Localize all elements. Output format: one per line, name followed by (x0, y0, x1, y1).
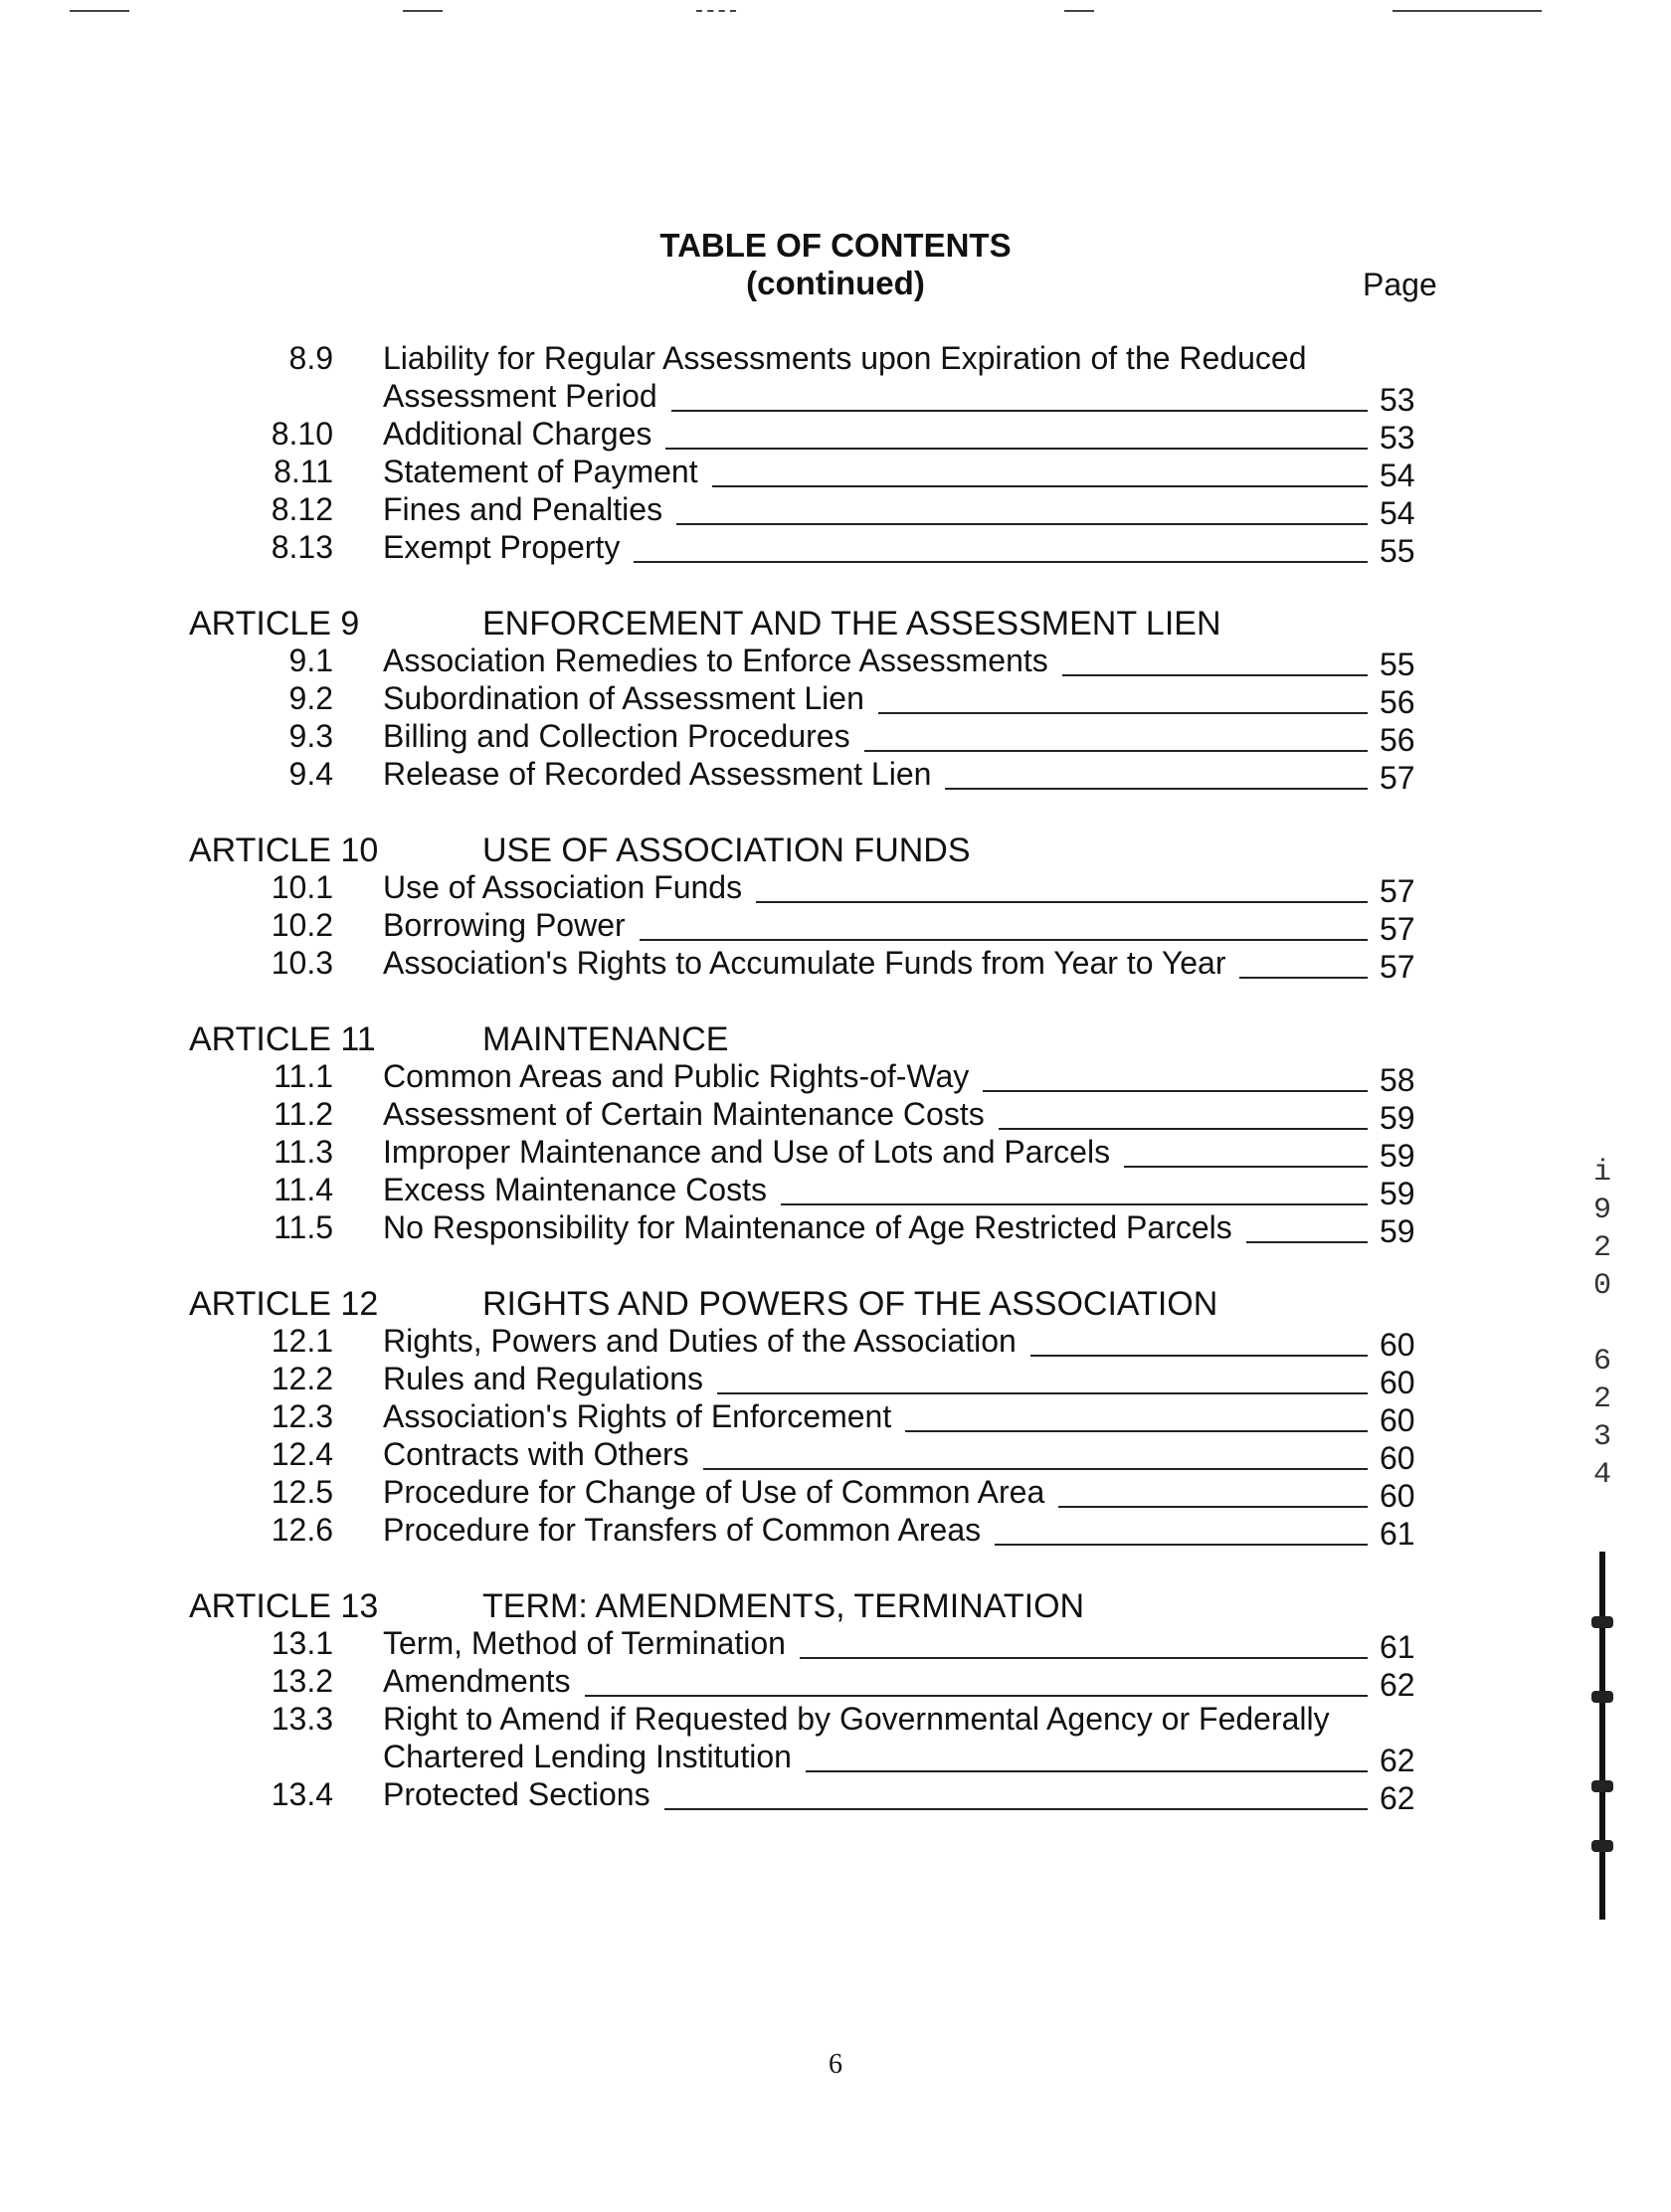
section-title: Liability for Regular Assessments upon Expiration of the Reduced (383, 340, 1307, 376)
article-heading: TERM: AMENDMENTS, TERMINATION (482, 1587, 1085, 1625)
section-title: Statement of Payment (383, 454, 698, 489)
dot-leader (717, 1392, 1368, 1394)
dot-leader (806, 1770, 1368, 1772)
section-number: 13.3 (271, 1701, 333, 1737)
dot-leader (712, 485, 1368, 487)
page-ref: 60 (1380, 1440, 1415, 1476)
toc-entry (0, 1625, 1671, 1663)
page-ref: 56 (1380, 684, 1415, 720)
dot-leader (1030, 1355, 1368, 1357)
toc-entry (0, 1096, 1671, 1134)
section-title: Association's Rights of Enforcement (383, 1398, 892, 1434)
dot-leader (671, 410, 1368, 412)
stamp-char: 3 (1592, 1420, 1611, 1454)
article-number: ARTICLE 10 (189, 831, 379, 869)
toc-entry (0, 1361, 1671, 1398)
dot-leader (1239, 977, 1368, 979)
toc-entry (0, 1512, 1671, 1550)
toc-entry (0, 1134, 1671, 1172)
dot-leader (905, 1430, 1368, 1432)
section-title: Rights, Powers and Duties of the Association (383, 1323, 1017, 1359)
page-ref: 60 (1380, 1478, 1415, 1514)
section-title: Procedure for Transfers of Common Areas (383, 1512, 982, 1548)
page-ref: 62 (1380, 1780, 1415, 1816)
section-number: 12.4 (271, 1436, 333, 1472)
page-ref: 59 (1380, 1176, 1415, 1211)
toc-entry (0, 1398, 1671, 1436)
stamp-char: 2 (1592, 1231, 1611, 1265)
stamp-char: 0 (1592, 1269, 1611, 1303)
dot-leader (634, 561, 1368, 563)
section-number: 8.12 (271, 491, 333, 527)
section-number: 10.2 (271, 907, 333, 943)
toc-entry (0, 454, 1671, 491)
toc-entry (0, 491, 1671, 529)
page-ref: 53 (1380, 420, 1415, 456)
page-ref: 55 (1380, 533, 1415, 569)
section-number: 11.1 (274, 1058, 333, 1094)
section-title: Use of Association Funds (383, 869, 743, 905)
page-ref: 61 (1380, 1516, 1415, 1552)
scan-top-marks (0, 0, 1671, 20)
section-title: Chartered Lending Institution (383, 1739, 792, 1774)
page-ref: 62 (1380, 1743, 1415, 1778)
toc-entry (0, 1663, 1671, 1701)
dot-leader (983, 1090, 1368, 1092)
page-ref: 60 (1380, 1402, 1415, 1438)
section-number: 10.3 (271, 945, 333, 981)
section-number: 13.1 (271, 1625, 333, 1661)
article-number: ARTICLE 9 (189, 605, 360, 643)
binding-mark (1599, 1552, 1605, 1920)
section-number: 12.5 (271, 1474, 333, 1510)
section-title: Procedure for Change of Use of Common Area (383, 1474, 1045, 1510)
stamp-char: i (1592, 1156, 1611, 1190)
section-number: 11.3 (274, 1134, 333, 1170)
toc-entry (0, 1776, 1671, 1814)
section-title: Common Areas and Public Rights-of-Way (383, 1058, 970, 1094)
toc-entry (0, 529, 1671, 567)
dot-leader (703, 1468, 1368, 1470)
section-number: 9.2 (288, 680, 333, 716)
dot-leader (676, 523, 1368, 525)
stamp-char: 9 (1592, 1194, 1611, 1227)
section-title: Assessment Period (383, 378, 657, 414)
section-title: Improper Maintenance and Use of Lots and Parcels (383, 1134, 1111, 1170)
section-number: 12.6 (271, 1512, 333, 1548)
dot-leader (995, 1544, 1368, 1546)
section-title: Additional Charges (383, 416, 652, 452)
stamp-char: 4 (1592, 1458, 1611, 1492)
section-title: Right to Amend if Requested by Governmental Agency or Federally (383, 1701, 1330, 1737)
dot-leader (1246, 1241, 1368, 1243)
toc-entry (0, 1058, 1671, 1096)
page-ref: 57 (1380, 949, 1415, 985)
dot-leader (756, 901, 1368, 903)
dot-leader (640, 939, 1368, 941)
page-ref: 54 (1380, 458, 1415, 493)
toc-entry (0, 1209, 1671, 1247)
toc-entry (0, 643, 1671, 680)
toc-entry (0, 416, 1671, 454)
dot-leader (1124, 1166, 1368, 1168)
section-number: 11.4 (274, 1172, 333, 1207)
dot-leader (864, 750, 1368, 752)
page-ref: 55 (1380, 646, 1415, 682)
dot-leader (999, 1128, 1368, 1130)
toc-entry (0, 945, 1671, 983)
page-ref: 61 (1380, 1629, 1415, 1665)
toc-entry (0, 1436, 1671, 1474)
section-title: Billing and Collection Procedures (383, 718, 850, 754)
section-title: Contracts with Others (383, 1436, 689, 1472)
toc-entry (0, 1474, 1671, 1512)
section-number: 8.11 (274, 454, 333, 489)
section-number: 9.4 (288, 756, 333, 792)
section-number: 8.13 (271, 529, 333, 565)
section-number: 11.2 (274, 1096, 333, 1132)
section-title: Term, Method of Termination (383, 1625, 786, 1661)
page-ref: 54 (1380, 495, 1415, 531)
page-ref: 59 (1380, 1100, 1415, 1136)
stamp-char (1587, 1305, 1617, 1343)
page-number: 6 (829, 2049, 842, 2080)
section-number: 9.1 (288, 643, 333, 678)
section-title: Rules and Regulations (383, 1361, 703, 1396)
article-number: ARTICLE 11 (189, 1020, 376, 1058)
toc-entry (0, 756, 1671, 794)
dot-leader (878, 712, 1368, 714)
page-ref: 59 (1380, 1213, 1415, 1249)
toc-subtitle: (continued) (746, 265, 925, 301)
toc-entry (0, 907, 1671, 945)
page-ref: 60 (1380, 1365, 1415, 1400)
section-title: Association Remedies to Enforce Assessments (383, 643, 1048, 678)
section-title: Fines and Penalties (383, 491, 663, 527)
article-heading: USE OF ASSOCIATION FUNDS (482, 831, 971, 869)
page-ref: 57 (1380, 873, 1415, 909)
toc-entry (0, 1323, 1671, 1361)
section-title: Association's Rights to Accumulate Funds from Year to Year (383, 945, 1226, 981)
page-ref: 53 (1380, 382, 1415, 418)
margin-stamp (1587, 1154, 1617, 1494)
section-number: 12.3 (271, 1398, 333, 1434)
page-column-label: Page (1363, 267, 1437, 302)
dot-leader (1058, 1506, 1368, 1508)
page-ref: 60 (1380, 1327, 1415, 1363)
dot-leader (945, 788, 1368, 790)
section-title: Release of Recorded Assessment Lien (383, 756, 932, 792)
dot-leader (800, 1657, 1368, 1659)
section-title: Amendments (383, 1663, 571, 1699)
section-number: 8.9 (288, 340, 333, 376)
section-title: Protected Sections (383, 1776, 650, 1812)
section-number: 12.1 (271, 1323, 333, 1359)
stamp-char: 6 (1592, 1345, 1611, 1379)
page-ref: 62 (1380, 1667, 1415, 1703)
section-title: Assessment of Certain Maintenance Costs (383, 1096, 985, 1132)
page-ref: 59 (1380, 1138, 1415, 1174)
page-ref: 57 (1380, 760, 1415, 796)
toc-entry (0, 1172, 1671, 1209)
page-ref: 57 (1380, 911, 1415, 947)
article-heading: RIGHTS AND POWERS OF THE ASSOCIATION (482, 1285, 1218, 1323)
toc-title: TABLE OF CONTENTS (659, 227, 1012, 264)
section-title: No Responsibility for Maintenance of Age Restricted Parcels (383, 1209, 1232, 1245)
toc-entry (0, 680, 1671, 718)
section-title: Borrowing Power (383, 907, 626, 943)
section-number: 13.2 (271, 1663, 333, 1699)
section-title: Excess Maintenance Costs (383, 1172, 767, 1207)
dot-leader (665, 448, 1368, 450)
article-number: ARTICLE 13 (189, 1587, 379, 1625)
article-number: ARTICLE 12 (189, 1285, 379, 1323)
dot-leader (585, 1695, 1368, 1697)
toc-entry (0, 1701, 1671, 1776)
section-number: 10.1 (271, 869, 333, 905)
toc-entry (0, 869, 1671, 907)
stamp-char: 2 (1592, 1382, 1611, 1416)
section-number: 11.5 (274, 1209, 333, 1245)
section-number: 8.10 (271, 416, 333, 452)
section-number: 13.4 (271, 1776, 333, 1812)
article-heading: MAINTENANCE (482, 1020, 729, 1058)
toc-entry (0, 340, 1671, 416)
dot-leader (1062, 674, 1368, 676)
page-ref: 58 (1380, 1062, 1415, 1098)
section-title: Exempt Property (383, 529, 621, 565)
dot-leader (664, 1808, 1368, 1810)
section-number: 9.3 (288, 718, 333, 754)
article-heading: ENFORCEMENT AND THE ASSESSMENT LIEN (482, 605, 1221, 643)
section-number: 12.2 (271, 1361, 333, 1396)
page-ref: 56 (1380, 722, 1415, 758)
toc-entry (0, 718, 1671, 756)
section-title: Subordination of Assessment Lien (383, 680, 864, 716)
dot-leader (781, 1203, 1368, 1205)
